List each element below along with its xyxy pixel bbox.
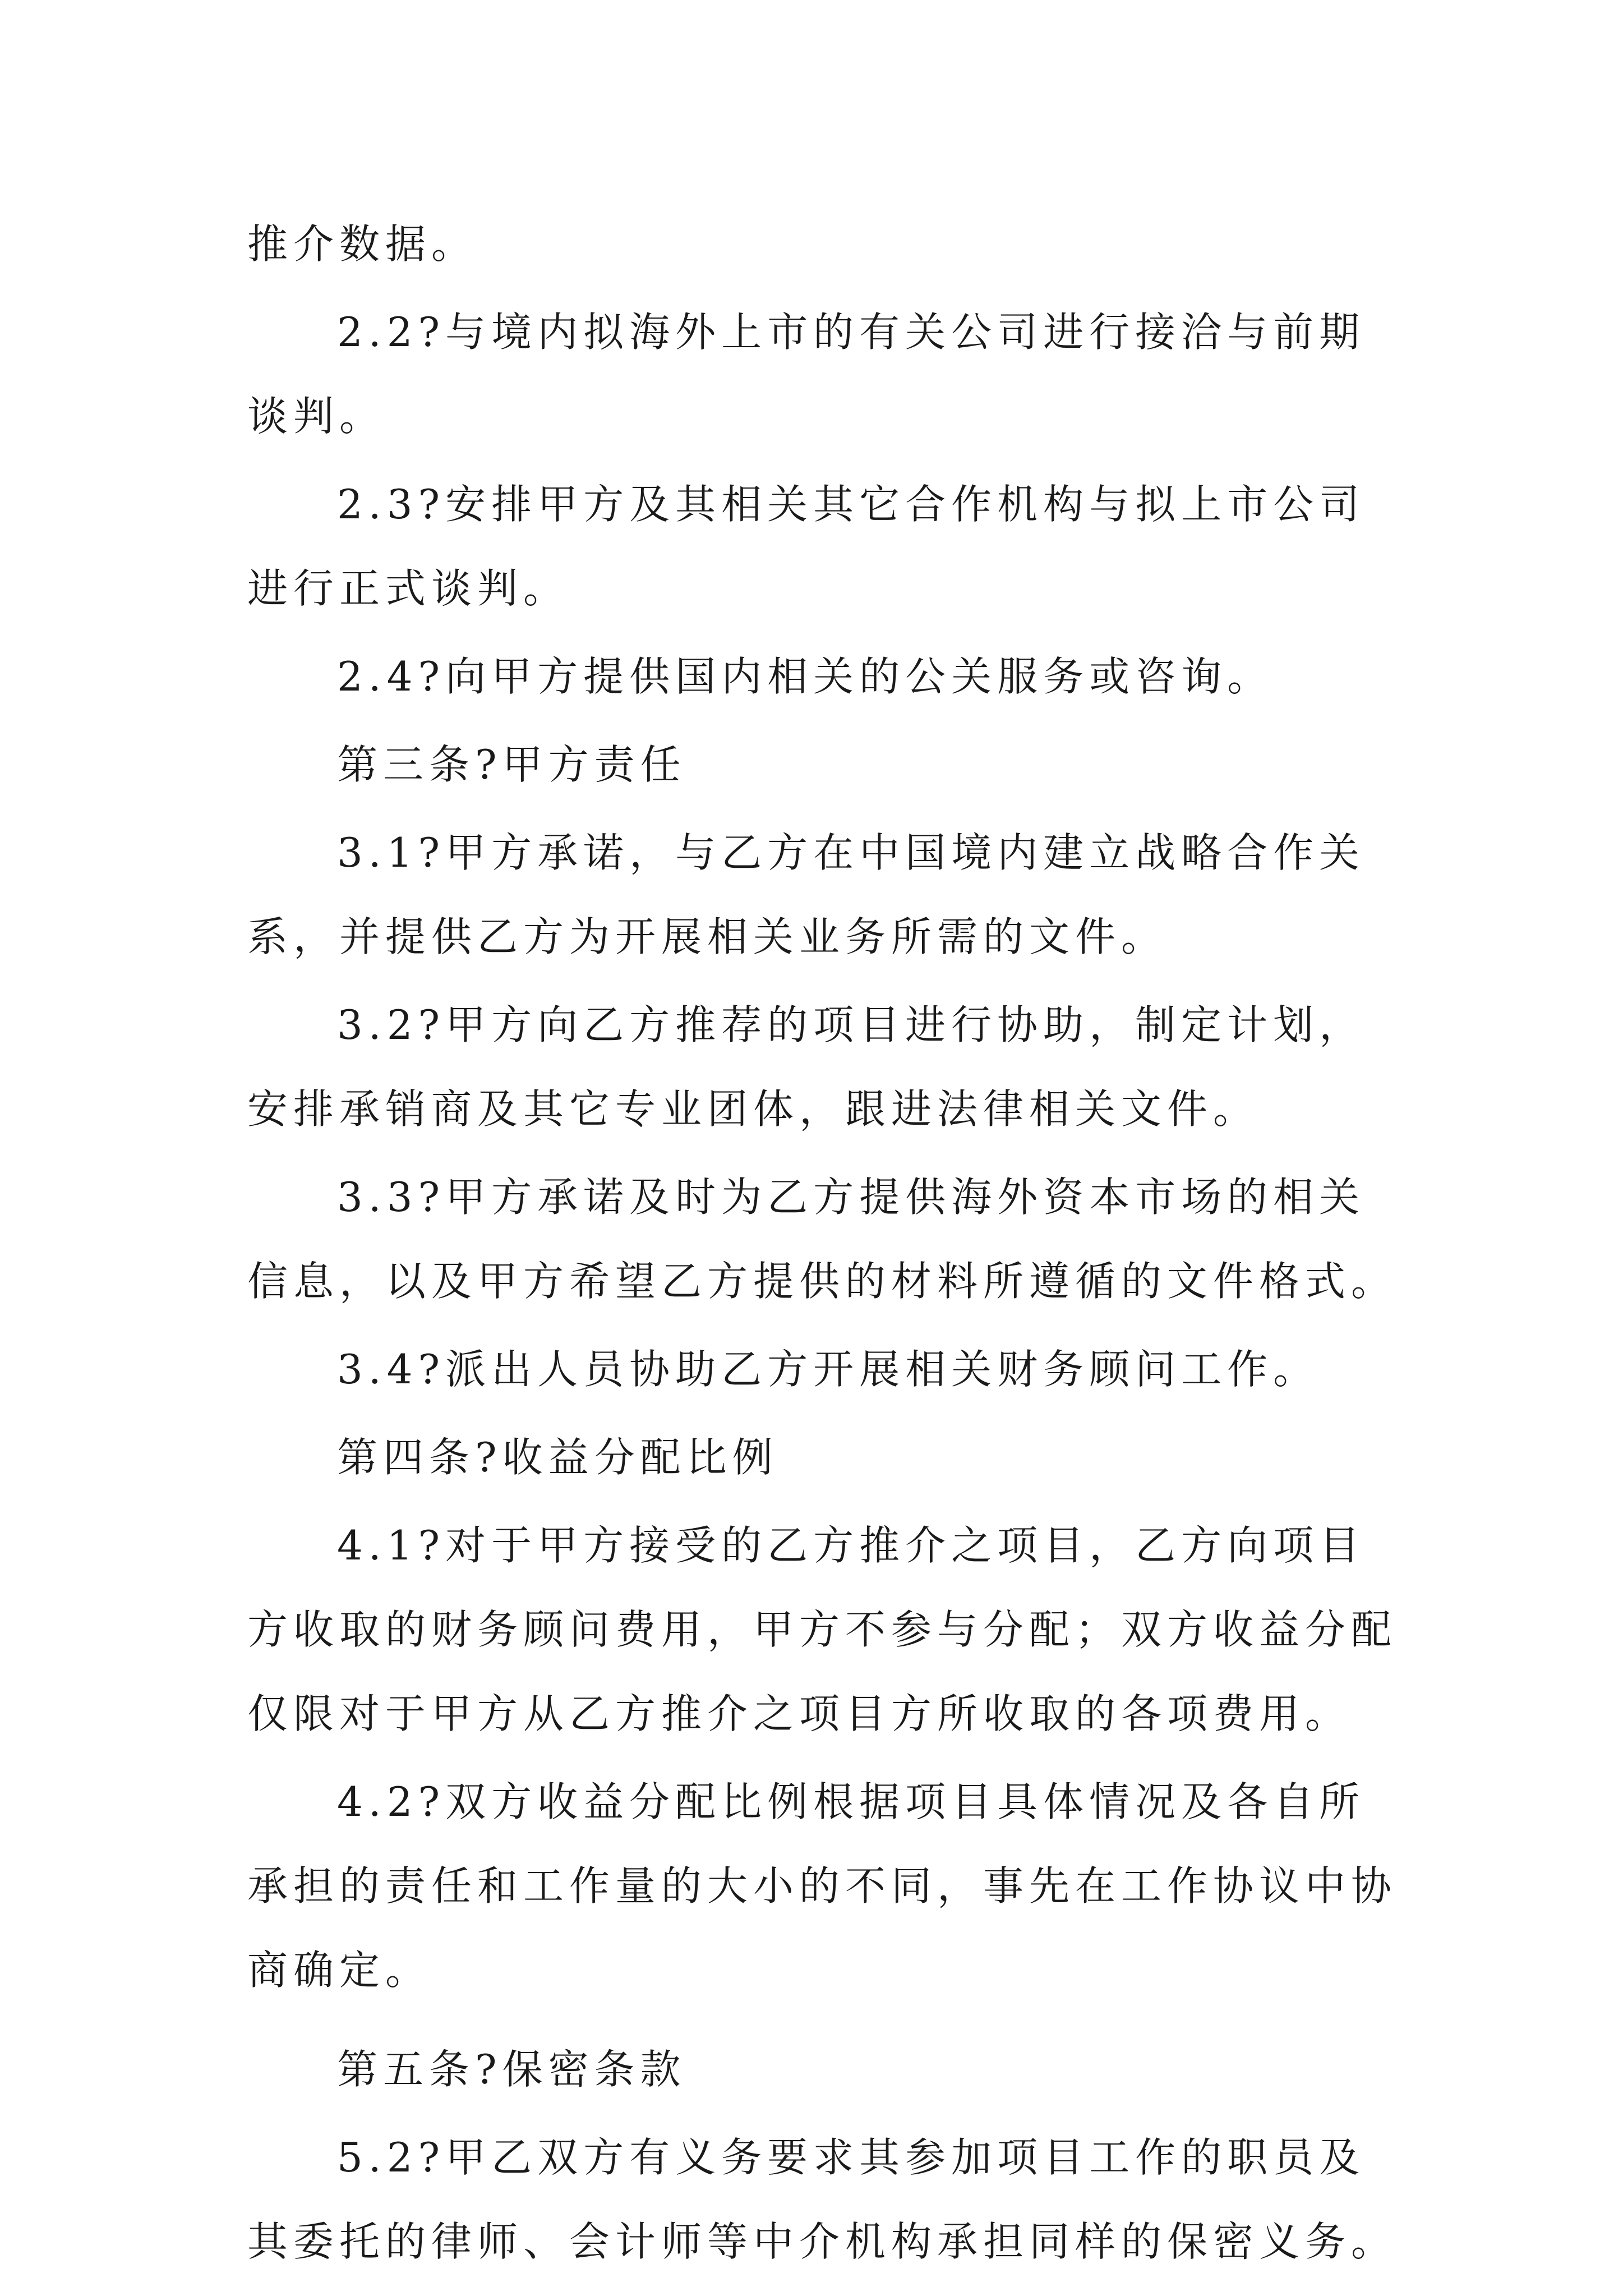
- paragraph-continuation: 推介数据。: [247, 220, 478, 268]
- clause-5-2: 5.2?甲乙双方有义务要求其参加项目工作的职员及其委托的律师、会计师等中介机构承担同样的保密义务。: [247, 2134, 1398, 2265]
- clause-2-4: 2.4?向甲方提供国内相关的公关服务或咨询。: [337, 653, 1274, 700]
- article-4-heading: 第四条?收益分配比例: [337, 1434, 778, 1481]
- section-spacer: [247, 2016, 1397, 2027]
- clause-2-2: 2.2?与境内拟海外上市的有关公司进行接洽与前期谈判。: [247, 309, 1366, 440]
- article-5-heading: 第五条?保密条款: [337, 2046, 686, 2093]
- clause-3-4: 3.4?派出人员协助乙方开展相关财务顾问工作。: [337, 1346, 1320, 1393]
- clause-3-2: 3.2?甲方向乙方推荐的项目进行协助，制定计划，安排承销商及其它专业团体，跟进法律相关文件。: [247, 1001, 1366, 1133]
- document-body: [247, 202, 1397, 2288]
- clause-3-3: 3.3?甲方承诺及时为乙方提供海外资本市场的相关信息，以及甲方希望乙方提供的材料所遵循的文件格式。: [247, 1174, 1398, 1305]
- clause-3-1: 3.1?甲方承诺，与乙方在中国境内建立战略合作关系，并提供乙方为开展相关业务所需的文件。: [247, 829, 1366, 960]
- clause-2-3: 2.3?安排甲方及其相关其它合作机构与拟上市公司进行正式谈判。: [247, 481, 1366, 612]
- clause-4-1: 4.1?对于甲方接受的乙方推介之项目，乙方向项目方收取的财务顾问费用，甲方不参与分配；双方收益分配仅限对于甲方从乙方推介之项目方所收取的各项费用。: [247, 1522, 1398, 1737]
- article-3-heading: 第三条?甲方责任: [337, 741, 686, 788]
- clause-4-2: 4.2?双方收益分配比例根据项目具体情况及各自所承担的责任和工作量的大小的不同，事先在工作协议中协商确定。: [247, 1778, 1398, 1994]
